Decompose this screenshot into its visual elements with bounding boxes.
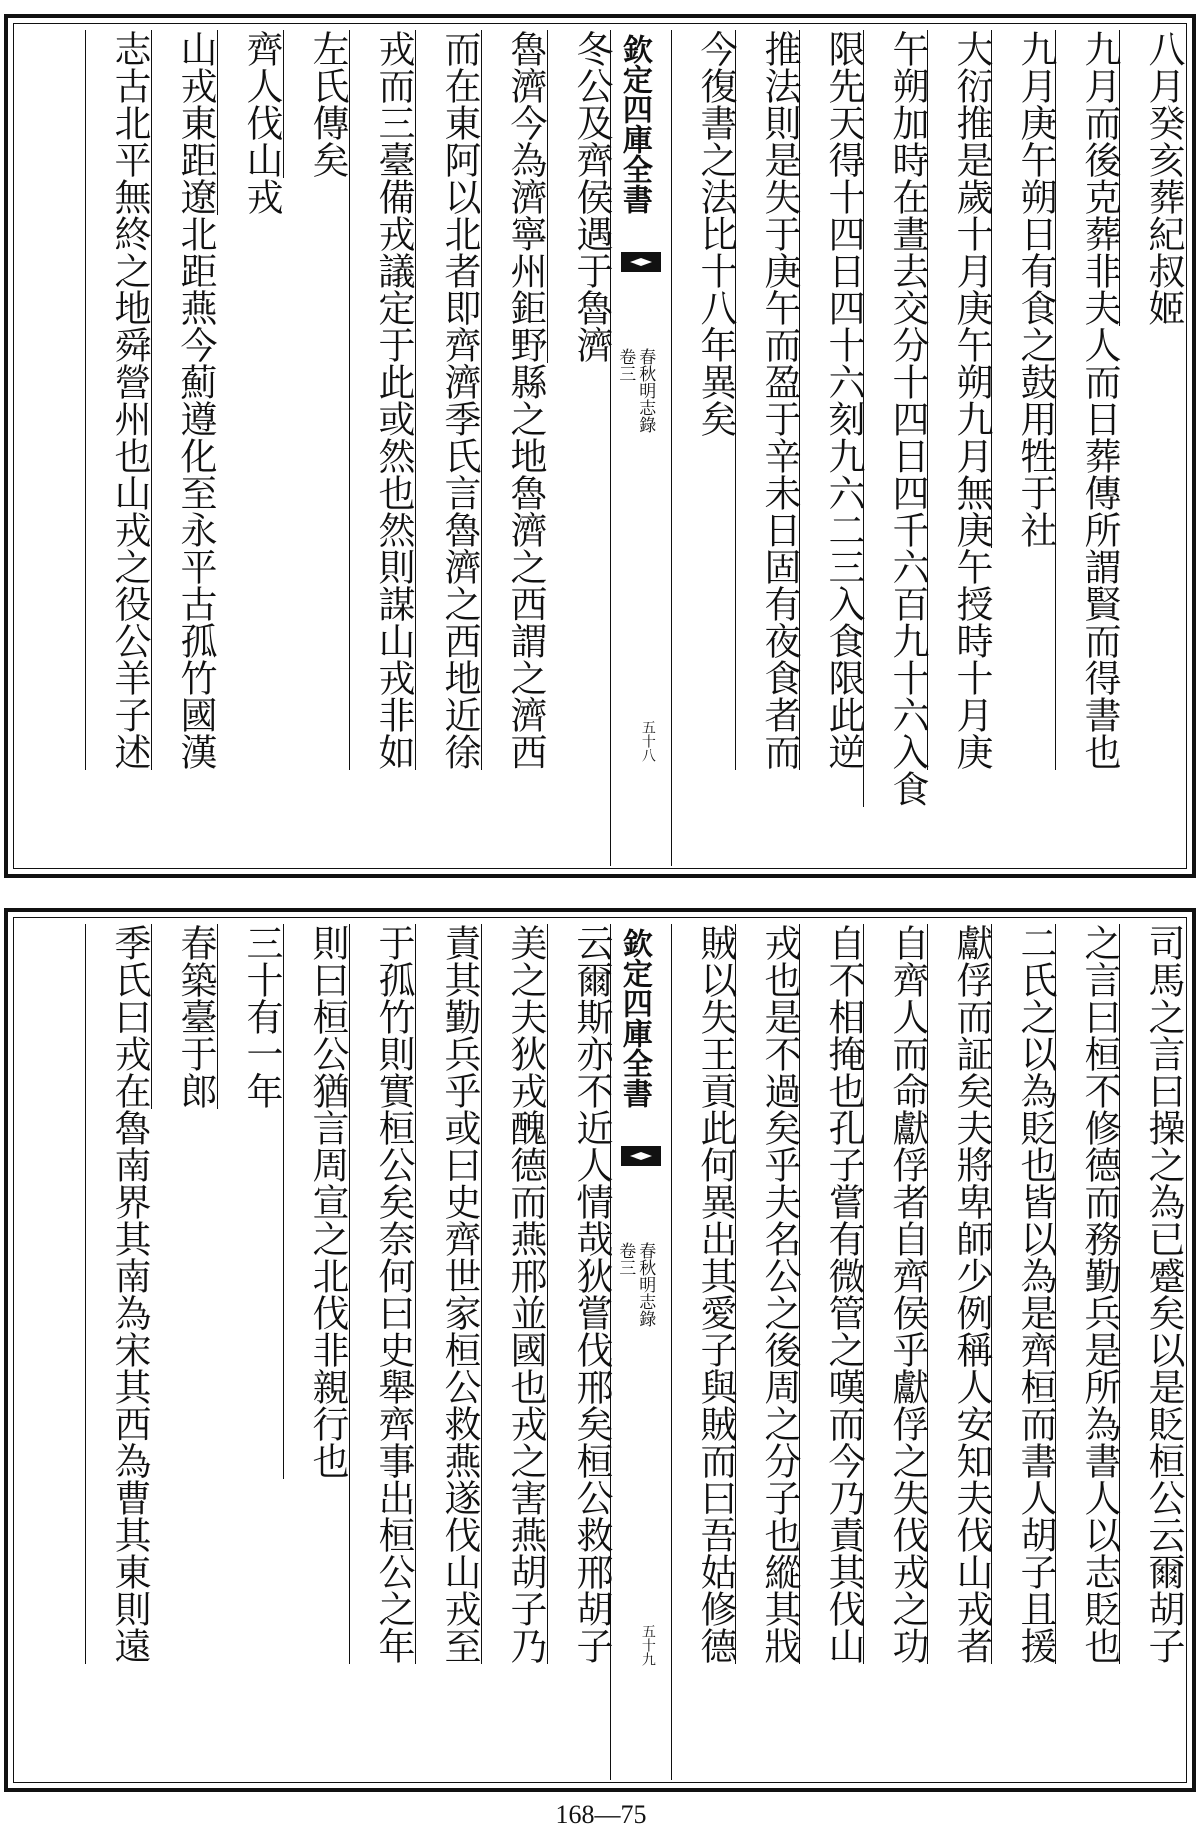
text-column: 九月庚午朔日有食之鼓用牲于社 [991,30,1056,548]
lower-page [4,908,1196,1792]
fish-tail-mark [621,252,661,272]
fold-margin [610,924,672,1780]
text-column: 齊人伐山戎 [217,30,282,215]
text-column: 戎也是不過矣乎夫名公之後周之分子也縱其戕 [735,924,800,1664]
text-column: 云爾斯亦不近人情哉狄嘗伐邢矣桓公救邢胡子 [547,924,612,1664]
text-column: 則曰桓公猶言周宣之北伐非親行也 [283,924,348,1479]
text-column: 二氏之以為貶也皆以為是齊桓而書人胡子且援 [991,924,1056,1664]
text-column: 季氏曰戎在魯南界其南為宋其西為曹其東則遠 [85,924,150,1664]
text-column: 自齊人而命獻俘者自齊侯乎獻俘之失伐戎之功 [863,924,928,1664]
text-column: 司馬之言曰操之為已蹙矣以是貶桓公云爾胡子 [1119,924,1184,1664]
text-column: 春築臺于郎 [151,924,216,1109]
text-column: 左氏傳矣 [283,30,348,178]
text-column: 于孤竹則實桓公矣奈何曰史舉齊事出桓公之年 [349,924,414,1664]
text-column: 志古北平無終之地舜營州也山戎之役公羊子述 [85,30,150,770]
book-title: 欽定四庫全書 [616,34,652,214]
volume-label: 卷三 [615,348,636,382]
folio-number: 五十九 [639,1624,656,1666]
text-column: 自不相掩也孔子嘗有微管之嘆而今乃責其伐山 [799,924,864,1664]
text-column: 九月而後克葬非夫人而日葬傳所謂賢而得書也 [1055,30,1120,770]
volume-label: 卷三 [615,1242,636,1276]
text-column: 之言曰桓不修德而務勤兵是所為書人以志貶也 [1055,924,1120,1664]
text-column: 三十有一年 [217,924,282,1109]
text-column: 美之夫狄戎醜德而燕邢並國也戎之害燕胡子乃 [481,924,546,1664]
text-column: 戎而三臺備戎議定于此或然也然則謀山戎非如 [349,30,414,770]
series-title: 春秋明志錄 [635,1242,656,1327]
text-column: 山戎東距遼北距燕今薊遵化至永平古孤竹國漢 [151,30,216,770]
text-column: 午朔加時在晝去交分十四日四千六百九十六入食 [863,30,928,807]
text-column: 今復書之法比十八年異矣 [671,30,736,437]
text-column: 大衍推是歲十月庚午朔九月無庚午授時十月庚 [927,30,992,770]
fold-margin [610,30,672,866]
series-title: 春秋明志錄 [635,348,656,433]
text-column: 魯濟今為濟寧州鉅野縣之地魯濟之西謂之濟西 [481,30,546,770]
text-column: 推法則是失于庚午而盈于辛未日固有夜食者而 [735,30,800,770]
text-column: 而在東阿以北者即齊濟季氏言魯濟之西地近徐 [415,30,480,770]
upper-page [4,14,1196,878]
folio-number: 五十八 [639,720,656,762]
text-column: 賊以失王貢此何異出其愛子與賊而曰吾姑修德 [671,924,736,1664]
fish-tail-mark [621,1146,661,1166]
text-column: 限先天得十四日四十六刻九六二三入食限此逆 [799,30,864,770]
book-title: 欽定四庫全書 [616,928,652,1108]
text-column: 八月癸亥葬紀叔姬 [1119,30,1184,326]
text-column: 獻俘而証矣夫將卑師少例稱人安知夫伐山戎者 [927,924,992,1664]
text-column: 冬公及齊侯遇于魯濟 [547,30,612,363]
page-number: 168—75 [555,1800,647,1829]
text-column: 責其勤兵乎或曰史齊世家桓公救燕遂伐山戎至 [415,924,480,1664]
